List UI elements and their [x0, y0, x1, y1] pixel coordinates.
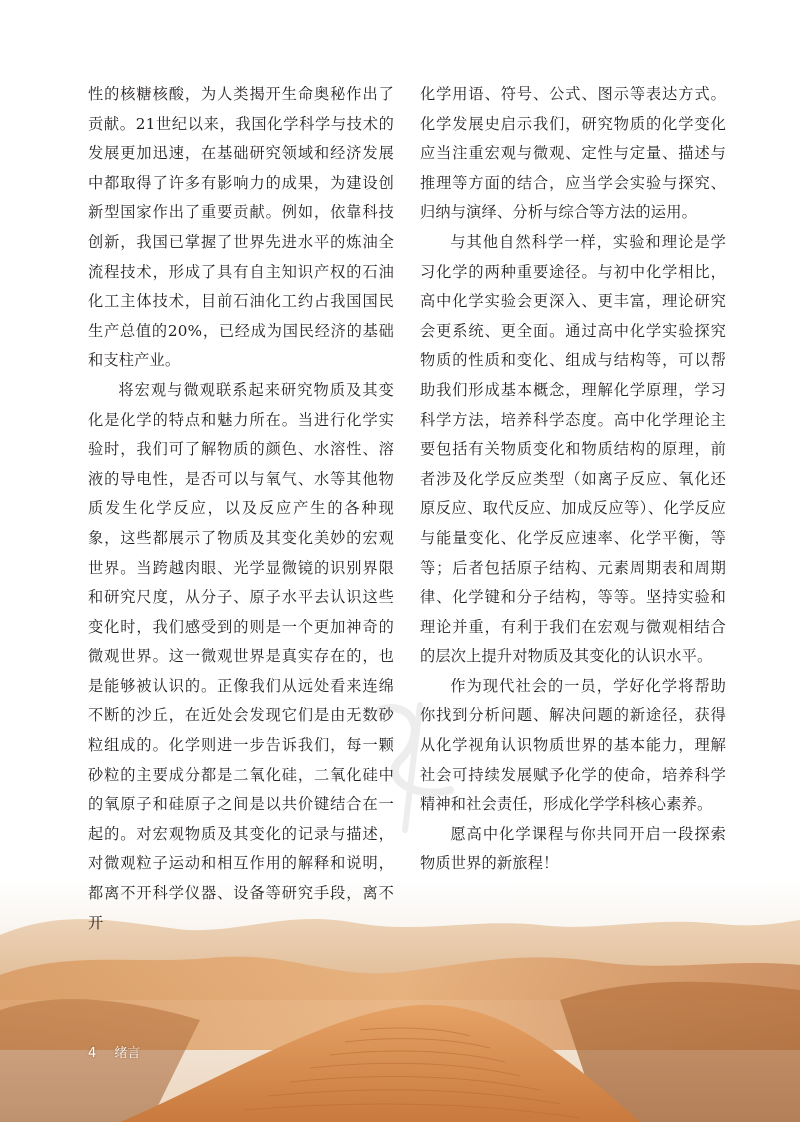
section-title: 绪言	[114, 1046, 141, 1061]
right-paragraph-3: 作为现代社会的一员，学好化学将帮助你找到分析问题、解决问题的新途径，获得从化学视角认识物质世界的基本能力，理解社会可持续发展赋予化学的使命，培养科学精神和社会责任，形成化学学科核心素养。	[420, 676, 726, 814]
right-paragraph-1: 化学用语、符号、公式、图示等表达方式。化学发展史启示我们，研究物质的化学变化应当注重宏观与微观、定性与定量、描述与推理等方面的结合，应当学会实验与探究、归纳与演绎、分析与综合等方法的运用。	[420, 85, 726, 222]
page-footer	[88, 1042, 140, 1061]
left-paragraph-1: 性的核糖核酸，为人类揭开生命奥秘作出了贡献。21世纪以来，我国化学科学与技术的发展更加迅速，在基础研究领域和经济发展中都取得了许多有影响力的成果，为建设创新型国家作出了重要贡献。例如，依靠科技创新，我国已掌握了世界先进水平的炼油全流程技术，形成了具有自主知识产权的石油化工主体技术，目前石油化工约占我国国民生产总值的20%，已经成为国民经济的基础和支柱产业。	[88, 85, 394, 370]
right-text-column	[420, 80, 726, 879]
page-number: 4	[88, 1046, 97, 1061]
right-paragraph-4: 愿高中化学课程与你共同开启一段探索物质世界的新旅程！	[420, 824, 726, 873]
right-paragraph-2: 与其他自然科学一样，实验和理论是学习化学的两种重要途径。与初中化学相比，高中化学实验会更深入、更丰富，理论研究会更系统、更全面。通过高中化学实验探究物质的性质和变化、组成与结构等，可以帮助我们形成基本概念，理解化学原理，学习科学方法，培养科学态度。高中化学理论主要包括有关物质变化和物质结构的原理，前者涉及化学反应类型（如离子反应、氧化还原反应、取代反应、加成反应等）、化学反应与能量变化、化学反应速率、化学平衡，等等；后者包括原子结构、元素周期表和周期律、化学键和分子结构，等等。坚持实验和理论并重，有利于我们在宏观与微观相结合的层次上提升对物质及其变化的认识水平。	[420, 232, 726, 666]
left-text-column	[88, 80, 394, 938]
left-paragraph-2: 将宏观与微观联系起来研究物质及其变化是化学的特点和魅力所在。当进行化学实验时，我们可了解物质的颜色、水溶性、溶液的导电性，是否可以与氧气、水等其他物质发生化学反应，以及反应产生的各种现象，这些都展示了物质及其变化美妙的宏观世界。当跨越肉眼、光学显微镜的识别界限和研究尺度，从分子、原子水平去认识这些变化时，我们感受到的则是一个更加神奇的微观世界。这一微观世界是真实存在的，也是能够被认识的。正像我们从远处看来连绵不断的沙丘，在近处会发现它们是由无数砂粒组成的。化学则进一步告诉我们，每一颗砂粒的主要成分都是二氧化硅，二氧化硅中的氧原子和硅原子之间是以共价键结合在一起的。对宏观物质及其变化的记录与描述，对微观粒子运动和相互作用的解释和说明，都离不开科学仪器、设备等研究手段，离不开	[88, 380, 394, 932]
